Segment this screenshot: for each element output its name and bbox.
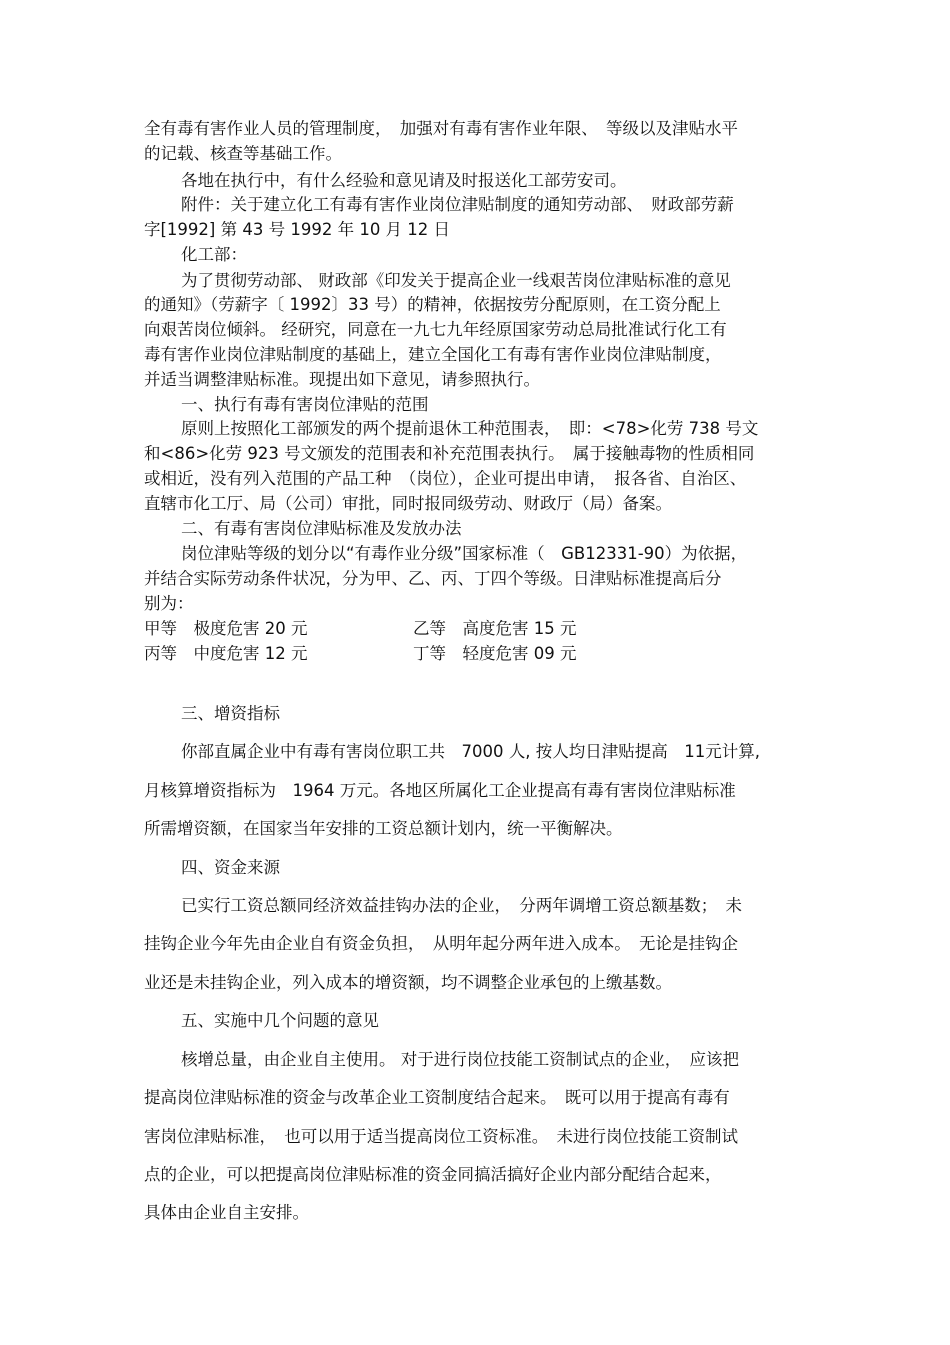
text-line: 具体由企业自主安排。 [144,1203,309,1222]
text-line: 和<86>化劳 923 号文颁发的范围表和补充范围表执行。 属于接触毒物的性质相同 [144,444,755,463]
text-line: 挂钩企业今年先由企业自有资金负担， 从明年起分两年进入成本。 无论是挂钩企 [144,934,738,953]
text-line: 字[1992] 第 43 号 1992 年 10 月 12 日 [144,220,451,239]
text-line: 月核算增资指标为 1964 万元。各地区所属化工企业提高有毒有害岗位津贴标准 [144,781,736,800]
grade-item: 丁等 轻度危害 09 元 [413,644,577,663]
grade-item: 乙等 高度危害 15 元 [413,619,577,638]
section-heading: 一、执行有毒有害岗位津贴的范围 [181,395,429,414]
text-line: 点的企业，可以把提高岗位津贴标准的资金同搞活搞好企业内部分配结合起来， [144,1165,722,1184]
text-line: 为了贯彻劳动部、 财政部《印发关于提高企业一线艰苦岗位津贴标准的意见 [181,271,731,290]
text-line: 你部直属企业中有毒有害岗位职工共 7000 人, 按人均日津贴提高 11元计算, [181,742,760,761]
section-heading: 三、增资指标 [181,704,280,723]
text-line: 的记载、核查等基础工作。 [144,144,342,163]
text-line: 害岗位津贴标准， 也可以用于适当提高岗位工资标准。 未进行岗位技能工资制试 [144,1127,738,1146]
text-line: 或相近，没有列入范围的产品工种 （岗位），企业可提出申请， 报各省、自治区、 [144,469,747,488]
text-line: 提高岗位津贴标准的资金与改革企业工资制度结合起来。 既可以用于提高有毒有 [144,1088,730,1107]
text-line: 的通知》（劳薪字〔 1992〕33 号）的精神，依据按劳分配原则，在工资分配上 [144,295,721,314]
section-heading: 二、有毒有害岗位津贴标准及发放办法 [181,519,462,538]
text-line: 核增总量，由企业自主使用。 对于进行岗位技能工资制试点的企业， 应该把 [181,1050,739,1069]
text-line: 附件：关于建立化工有毒有害作业岗位津贴制度的通知劳动部、 财政部劳薪 [181,195,734,214]
text-line: 各地在执行中，有什么经验和意见请及时报送化工部劳安司。 [181,171,627,190]
text-line: 原则上按照化工部颁发的两个提前退休工种范围表， 即：<78>化劳 738 号文 [181,419,759,438]
text-line: 直辖市化工厅、局（公司）审批，同时报同级劳动、财政厅（局）备案。 [144,494,672,513]
section-heading: 五、实施中几个问题的意见 [181,1011,379,1030]
text-line: 全有毒有害作业人员的管理制度， 加强对有毒有害作业年限、 等级以及津贴水平 [144,119,738,138]
text-line: 别为： [144,594,194,613]
text-line: 并结合实际劳动条件状况，分为甲、乙、丙、丁四个等级。日津贴标准提高后分 [144,569,722,588]
grade-item: 丙等 中度危害 12 元 [144,644,308,663]
text-line: 向艰苦岗位倾斜。 经研究，同意在一九七九年经原国家劳动总局批准试行化工有 [144,320,727,339]
text-line: 已实行工资总额同经济效益挂钩办法的企业， 分两年调增工资总额基数； 未 [181,896,742,915]
text-line: 化工部： [181,245,247,264]
section-heading: 四、资金来源 [181,858,280,877]
grade-item: 甲等 极度危害 20 元 [144,619,308,638]
text-line: 业还是未挂钩企业，列入成本的增资额，均不调整企业承包的上缴基数。 [144,973,672,992]
text-line: 毒有害作业岗位津贴制度的基础上，建立全国化工有毒有害作业岗位津贴制度， [144,345,722,364]
text-line: 所需增资额，在国家当年安排的工资总额计划内，统一平衡解决。 [144,819,623,838]
text-line: 岗位津贴等级的划分以“有毒作业分级”国家标准（ GB12331-90）为依据， [181,544,748,563]
text-line: 并适当调整津贴标准。现提出如下意见，请参照执行。 [144,370,540,389]
